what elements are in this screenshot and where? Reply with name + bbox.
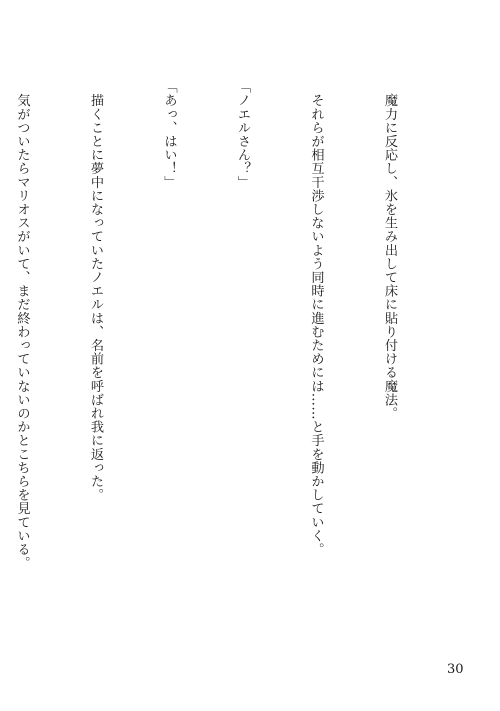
text-line: 「あっ、はい！」 <box>161 80 177 189</box>
text-line: 描くことに夢中になっていたノエルは、名前を呼ばれ我に返った。 <box>88 80 103 502</box>
text-line: それらが相互干渉しないよう同時に進むためには……と手を動かしていく。 <box>308 80 324 556</box>
text-line: 魔力に反応し、氷を生み出して床に貼り付ける魔法。 <box>382 80 397 420</box>
page-number: 30 <box>447 662 464 677</box>
vertical-text-block <box>0 80 450 600</box>
text-line: 「ノエルさん？」 <box>235 80 250 189</box>
text-line: 気がついたらマリオスがいて、まだ終わっていないのかとこちらを見ている。 <box>14 80 30 570</box>
